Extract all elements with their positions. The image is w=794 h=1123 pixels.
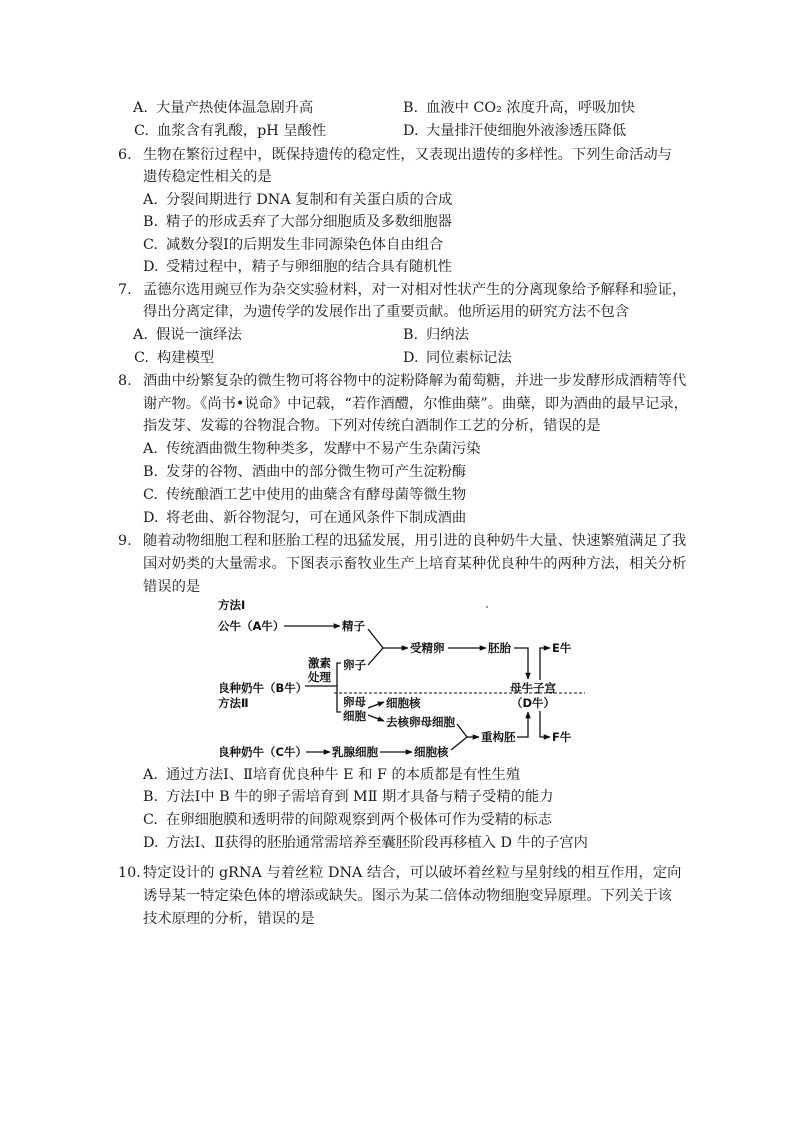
q5-option-b xyxy=(403,98,635,118)
merge-line-donor-nucleus xyxy=(451,737,467,750)
option-text: 同位素标记法 xyxy=(426,350,512,366)
option-text: 传统酒曲微生物种类多，发酵中不易产生杂菌污染 xyxy=(166,441,481,457)
q7-stem-line-1 xyxy=(118,280,686,300)
question-number: 7. xyxy=(118,282,132,298)
q6-option-b xyxy=(143,212,452,232)
option-label: D. xyxy=(403,350,419,366)
branch-bracket xyxy=(337,663,341,712)
q6-option-a xyxy=(143,190,452,210)
q8-option-c xyxy=(143,485,466,505)
mammary-cell-label: 乳腺细胞 xyxy=(332,745,378,759)
cow-e-label: E牛 xyxy=(552,641,572,655)
q9-stem-line-3: 错误的是 xyxy=(143,579,201,595)
option-label: C. xyxy=(143,487,158,503)
q8-stem-line-3: 指发芽、发霉的谷物混合物。下列对传统白酒制作工艺的分析，错误的是 xyxy=(143,418,601,434)
cow-b-label: 良种奶牛（B牛） xyxy=(218,681,308,695)
bull-a-label: 公牛（A牛） xyxy=(218,619,285,633)
option-label: B. xyxy=(143,464,159,480)
stem-text: 酒曲中纷繁复杂的微生物可将谷物中的淀粉降解为葡萄糖，并进一步发酵形成酒精等代 xyxy=(143,373,687,389)
question-number: 9. xyxy=(118,533,132,549)
option-label: A. xyxy=(143,441,158,457)
option-label: D. xyxy=(143,510,159,526)
q10-stem-line-2: 诱导某一特定染色体的增添或缺失。图示为某二倍体动物细胞变异原理。下列关于该 xyxy=(143,888,672,904)
q10-stem-line-3: 技术原理的分析，错误的是 xyxy=(143,911,315,927)
option-text: 在卵细胞膜和透明带的间隙观察到两个极体可作为受精的标志 xyxy=(166,812,553,828)
cow-c-label: 良种奶牛（C牛） xyxy=(218,745,307,759)
q5-option-a xyxy=(133,98,313,118)
option-text: 传统酿酒工艺中使用的曲蘖含有酵母菌等微生物 xyxy=(166,487,467,503)
merge-line-sperm xyxy=(368,629,383,648)
stem-text: 特定设计的 gRNA 与着丝粒 DNA 结合，可以破坏着丝粒与星射线的相互作用，定向 xyxy=(143,865,682,881)
question-number: 10. xyxy=(118,865,141,881)
q8-option-d xyxy=(143,508,466,528)
q7-stem-line-2: 得出分离定律，为遗传学的发展作出了重要贡献。他所运用的研究方法不包含 xyxy=(143,304,630,320)
option-label: C. xyxy=(134,350,149,366)
question-number: 8. xyxy=(118,373,132,389)
cow-f-label: F牛 xyxy=(552,730,572,744)
donor-nucleus-label: 细胞核 xyxy=(414,745,449,759)
stem-text: 随着动物细胞工程和胚胎工程的迅猛发展，用引进的良种奶牛大量、快速繁殖满足了我 xyxy=(143,533,687,549)
option-text: 归纳法 xyxy=(426,327,469,343)
q9-option-a xyxy=(143,765,520,785)
q9-option-d xyxy=(143,833,588,853)
option-text: 方法Ⅰ、Ⅱ获得的胚胎通常需培养至囊胚阶段再移植入 D 牛的子宫内 xyxy=(166,835,588,851)
sperm-label: 精子 xyxy=(342,619,365,633)
embryo-label: 胚胎 xyxy=(488,641,511,655)
option-label: D. xyxy=(143,835,159,851)
q9-option-c xyxy=(143,810,552,830)
option-label: C. xyxy=(143,237,158,253)
q7-option-d xyxy=(403,348,512,368)
oocyte-label-line-2: 细胞 xyxy=(343,709,366,723)
option-text: 受精过程中，精子与卵细胞的结合具有随机性 xyxy=(166,259,452,275)
option-label: B. xyxy=(143,214,159,230)
arrow-uterus-to-cow-f xyxy=(540,711,550,737)
q6-stem-line-1 xyxy=(118,145,672,165)
q10-stem-line-1 xyxy=(118,863,681,883)
q7-option-a xyxy=(133,325,242,345)
q8-option-b xyxy=(143,462,466,482)
fertilized-egg-label: 受精卵 xyxy=(410,641,445,655)
q9-stem-line-2: 国对奶类的大量需求。下图表示畜牧业生产上培育某种优良种牛的两种方法，相关分析 xyxy=(143,556,687,572)
q7-option-c xyxy=(134,348,214,368)
option-text: 大量排汗使细胞外液渗透压降低 xyxy=(426,123,627,139)
q9-option-b xyxy=(143,787,554,807)
option-label: B. xyxy=(403,327,419,343)
option-label: A. xyxy=(143,192,158,208)
method-2-label: 方法Ⅱ xyxy=(218,696,249,710)
q5-option-d xyxy=(403,121,626,141)
stem-text: 孟德尔选用豌豆作为杂交实验材料，对一对相对性状产生的分离现象给予解释和验证， xyxy=(143,282,687,298)
option-text: 假说一演绎法 xyxy=(156,327,242,343)
question-number: 6. xyxy=(118,147,132,163)
egg-label: 卵子 xyxy=(343,658,366,672)
option-label: D. xyxy=(403,123,419,139)
stray-dot xyxy=(486,606,488,608)
option-label: B. xyxy=(403,100,419,116)
arrow-oocyte-to-enucleated xyxy=(368,715,384,721)
option-label: A. xyxy=(143,767,158,783)
reconstructed-embryo-label: 重构胚 xyxy=(481,730,516,744)
hormone-label-line-1: 激素 xyxy=(308,656,331,670)
option-text: 通过方法Ⅰ、Ⅱ培育优良种牛 E 和 F 的本质都是有性生殖 xyxy=(166,767,521,783)
option-label: D. xyxy=(143,259,159,275)
option-text: 减数分裂Ⅰ的后期发生非同源染色体自由组合 xyxy=(166,237,444,253)
option-text: 将老曲、新谷物混匀，可在通风条件下制成酒曲 xyxy=(166,510,467,526)
q5-option-c xyxy=(134,121,326,141)
arrow-embryo-to-uterus xyxy=(514,648,528,679)
option-label: C. xyxy=(143,812,158,828)
option-text: 大量产热使体温急剧升高 xyxy=(156,100,314,116)
arrow-embryo-to-uterus-2 xyxy=(517,712,528,737)
q9-stem-line-1 xyxy=(118,531,686,551)
q8-option-a xyxy=(143,439,481,459)
option-text: 精子的形成丢弃了大部分细胞质及多数细胞器 xyxy=(166,214,452,230)
option-label: C. xyxy=(134,123,149,139)
stem-text: 生物在繁衍过程中，既保持遗传的稳定性，又表现出遗传的多样性。下列生命活动与 xyxy=(143,147,672,163)
enucleated-oocyte-label: 去核卵母细胞 xyxy=(386,715,455,729)
q6-option-c xyxy=(143,235,443,255)
option-text: 方法Ⅰ中 B 牛的卵子需培育到 MⅡ 期才具备与精子受精的能力 xyxy=(166,789,554,805)
merge-line-enucleated xyxy=(457,724,467,737)
option-label: A. xyxy=(133,327,148,343)
option-label: B. xyxy=(143,789,159,805)
oocyte-label-line-1: 卵母 xyxy=(343,695,366,709)
uterus-label: 母牛子宫 xyxy=(510,681,556,695)
q8-stem-line-2: 谢产物。《尚书•说命》中记载，“若作酒醴，尔惟曲蘖”。曲蘖，即为酒曲的最早记录， xyxy=(143,396,688,412)
arrow-oocyte-to-nucleus xyxy=(368,702,384,708)
breeding-methods-diagram xyxy=(210,595,595,765)
hormone-label-line-2: 处理 xyxy=(308,670,331,684)
q6-option-d xyxy=(143,257,452,277)
option-text: 血液中 CO₂ 浓度升高，呼吸加快 xyxy=(426,100,636,116)
arrow-uterus-to-cow-e xyxy=(540,648,550,680)
option-text: 发芽的谷物、酒曲中的部分微生物可产生淀粉酶 xyxy=(166,464,467,480)
q7-option-b xyxy=(403,325,469,345)
q6-stem-line-2: 遗传稳定性相关的是 xyxy=(143,169,272,185)
option-text: 构建模型 xyxy=(157,350,215,366)
removed-nucleus-label: 细胞核 xyxy=(386,696,421,710)
method-1-label: 方法Ⅰ xyxy=(218,598,246,612)
q8-stem-line-1 xyxy=(118,371,686,391)
option-text: 分裂间期进行 DNA 复制和有关蛋白质的合成 xyxy=(166,192,453,208)
option-text: 血浆含有乳酸，pH 呈酸性 xyxy=(157,123,327,139)
cow-d-label: （D牛） xyxy=(511,696,556,710)
option-label: A. xyxy=(133,100,148,116)
merge-line-egg xyxy=(368,648,383,665)
